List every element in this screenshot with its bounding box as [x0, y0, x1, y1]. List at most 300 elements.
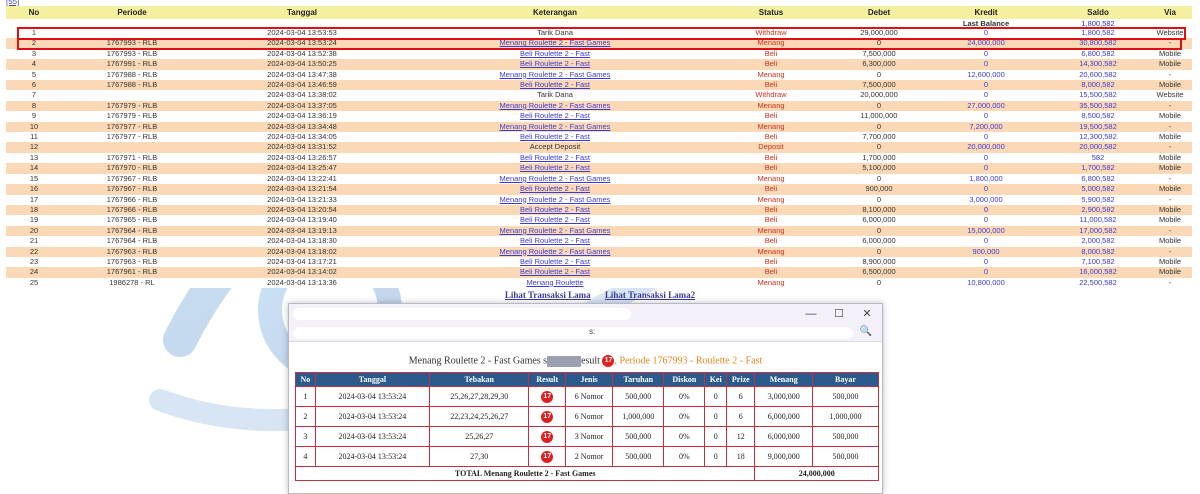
cell-periode: 1767977 - RLB — [62, 132, 202, 142]
detail-cell-result — [529, 387, 565, 406]
cell-status: Menang — [708, 174, 834, 184]
detail-cell-tebakan: 25,26,27,28,29,30 — [430, 387, 528, 406]
cell-debet: 1,700,000 — [834, 153, 924, 163]
cell-periode: 1767967 - RLB — [62, 184, 202, 194]
col-header-via: Via — [1148, 6, 1192, 19]
cell-ket[interactable]: Beli Roulette 2 - Fast — [402, 184, 708, 194]
cell-tanggal: 2024-03-04 13:19:13 — [202, 226, 402, 236]
cell-ket[interactable]: Beli Roulette 2 - Fast — [402, 257, 708, 267]
detail-cell-no: 3 — [296, 427, 315, 446]
cell-debet: 900,000 — [834, 184, 924, 194]
cell-status: Beli — [708, 59, 834, 69]
cell-periode: 1767967 - RLB — [62, 174, 202, 184]
cell-saldo: 30,800,582 — [1048, 38, 1148, 48]
cell-periode: 1767963 - RLB — [62, 247, 202, 257]
cell-kredit: 1,800,000 — [924, 174, 1048, 184]
close-button[interactable]: ✕ — [862, 308, 872, 320]
table-row — [6, 38, 1192, 48]
cell-periode: 1986278 - RL — [62, 278, 202, 288]
cell-debet: 0 — [834, 226, 924, 236]
cell-ket[interactable]: Beli Roulette 2 - Fast — [402, 236, 708, 246]
detail-cell-taruhan: 1,000,000 — [613, 407, 663, 426]
redacted-text — [547, 356, 581, 367]
cell-via: Mobile — [1148, 132, 1192, 142]
table-row — [6, 247, 1192, 257]
cell-saldo: 16,000,582 — [1048, 267, 1148, 277]
cell-via: - — [1148, 247, 1192, 257]
table-row — [6, 215, 1192, 225]
cell-no: 7 — [6, 90, 62, 100]
cell-no: 18 — [6, 205, 62, 215]
cell-tanggal: 2024-03-04 13:20:54 — [202, 205, 402, 215]
cell-saldo: 20,600,582 — [1048, 70, 1148, 80]
detail-cell-menang: 6,000,000 — [755, 427, 812, 446]
detail-header-row — [296, 373, 878, 386]
cell-via: - — [1148, 174, 1192, 184]
cell-kredit: 0 — [924, 215, 1048, 225]
cell-via: Mobile — [1148, 236, 1192, 246]
cell-saldo: 19,500,582 — [1048, 122, 1148, 132]
detail-cell-menang: 6,000,000 — [755, 407, 812, 426]
cell-saldo: 20,000,582 — [1048, 142, 1148, 152]
detail-cell-kei: 0 — [705, 427, 726, 446]
popup-title-redacted — [293, 308, 631, 320]
table-header-row — [6, 6, 1192, 19]
col-header-no: No — [6, 6, 62, 19]
cell-debet: 0 — [834, 142, 924, 152]
cell-kredit: 0 — [924, 132, 1048, 142]
cell-via: - — [1148, 38, 1192, 48]
bottom-links — [0, 290, 1200, 300]
cell-status: Withdraw — [708, 28, 834, 38]
cell-ket[interactable]: Menang Roulette 2 - Fast Games — [402, 247, 708, 257]
cell-status: Menang — [708, 195, 834, 205]
cell-tanggal: 2024-03-04 13:34:48 — [202, 122, 402, 132]
cell-kredit: 0 — [924, 163, 1048, 173]
cell-ket[interactable]: Beli Roulette 2 - Fast — [402, 59, 708, 69]
col-header-keterangan: Keterangan — [402, 6, 708, 19]
old-transactions-link[interactable]: Lihat Transaksi Lama — [504, 290, 591, 300]
cell-status: Menang — [708, 122, 834, 132]
cell-periode: 1767961 - RLB — [62, 267, 202, 277]
detail-cell-taruhan: 500,000 — [613, 387, 663, 406]
detail-cell-menang: 9,000,000 — [755, 447, 812, 466]
detail-cell-no: 4 — [296, 447, 315, 466]
cell-periode: 1767964 - RLB — [62, 236, 202, 246]
cell-periode: 1767977 - RLB — [62, 122, 202, 132]
detail-col-diskon: Diskon — [664, 373, 704, 386]
cell-via: - — [1148, 226, 1192, 236]
cell-kredit: 7,200,000 — [924, 122, 1048, 132]
cell-kredit: 0 — [924, 80, 1048, 90]
cell-periode — [62, 142, 202, 152]
cell-kredit: 0 — [924, 267, 1048, 277]
cell-ket[interactable]: Menang Roulette 2 - Fast Games — [402, 122, 708, 132]
cell-tanggal: 2024-03-04 13:53:53 — [202, 28, 402, 38]
cell-tanggal: 2024-03-04 13:53:24 — [202, 38, 402, 48]
cell-via: Mobile — [1148, 257, 1192, 267]
cell-periode: 1767963 - RLB — [62, 257, 202, 267]
transaction-table — [6, 6, 1192, 288]
popup-address-bar[interactable] — [289, 324, 882, 342]
cell-kredit: 900,000 — [924, 247, 1048, 257]
cell-status: Withdraw — [708, 90, 834, 100]
minimize-button[interactable]: — — [805, 308, 817, 320]
table-row — [6, 70, 1192, 80]
cell-status: Beli — [708, 236, 834, 246]
detail-row — [296, 427, 878, 446]
cell-periode: 1767979 - RLB — [62, 111, 202, 121]
detail-cell-diskon: 0% — [664, 387, 704, 406]
cell-status: Beli — [708, 163, 834, 173]
cell-ket[interactable]: Beli Roulette 2 - Fast — [402, 132, 708, 142]
cell-debet: 0 — [834, 122, 924, 132]
cell-via: Mobile — [1148, 59, 1192, 69]
detail-cell-tanggal: 2024-03-04 13:53:24 — [316, 427, 429, 446]
cell-kredit: 0 — [924, 257, 1048, 267]
detail-cell-bayar: 500,000 — [813, 427, 878, 446]
cell-no: 5 — [6, 70, 62, 80]
table-row — [6, 59, 1192, 69]
cell-via: Mobile — [1148, 215, 1192, 225]
cell-via: - — [1148, 122, 1192, 132]
cell-no: 13 — [6, 153, 62, 163]
cell-debet: 7,500,000 — [834, 49, 924, 59]
cell-kredit: 12,600,000 — [924, 70, 1048, 80]
table-row — [6, 184, 1192, 194]
cell-kredit: 0 — [924, 236, 1048, 246]
popup-heading — [289, 355, 882, 367]
bet-detail-table-container — [295, 372, 879, 481]
cell-ket[interactable]: Menang Roulette — [402, 278, 708, 288]
cell-no: 3 — [6, 49, 62, 59]
cell-ket: Tarik Dana — [402, 90, 708, 100]
col-header-debet: Debet — [834, 6, 924, 19]
cell-saldo: 7,100,582 — [1048, 257, 1148, 267]
cell-via: Mobile — [1148, 163, 1192, 173]
cell-no: 4 — [6, 59, 62, 69]
detail-total-row — [296, 467, 878, 480]
detail-col-jenis: Jenis — [566, 373, 612, 386]
detail-cell-bayar: 500,000 — [813, 447, 878, 466]
cell-periode: 1767988 - RLB — [62, 80, 202, 90]
cell-tanggal: 2024-03-04 13:13:36 — [202, 278, 402, 288]
cell-no: 23 — [6, 257, 62, 267]
cell-saldo: 1,700,582 — [1048, 163, 1148, 173]
cell-no: 15 — [6, 174, 62, 184]
cell-periode: 1767971 - RLB — [62, 153, 202, 163]
cell-debet: 0 — [834, 70, 924, 80]
detail-cell-no: 1 — [296, 387, 315, 406]
cell-no: 20 — [6, 226, 62, 236]
cell-via: - — [1148, 278, 1192, 288]
cell-kredit: 0 — [924, 28, 1048, 38]
detail-cell-tebakan: 25,26,27 — [430, 427, 528, 446]
detail-cell-result — [529, 427, 565, 446]
table-row — [6, 205, 1192, 215]
cell-saldo: 6,800,582 — [1048, 49, 1148, 59]
cell-status: Menang — [708, 70, 834, 80]
detail-cell-jenis: 6 Nomor — [566, 407, 612, 426]
cell-kredit: 15,000,000 — [924, 226, 1048, 236]
last-balance-row — [6, 19, 1192, 28]
cell-saldo: 12,300,582 — [1048, 132, 1148, 142]
cell-debet: 0 — [834, 247, 924, 257]
cell-status: Menang — [708, 38, 834, 48]
cell-via: Mobile — [1148, 267, 1192, 277]
detail-cell-prize: 18 — [727, 447, 754, 466]
cell-debet: 7,700,000 — [834, 132, 924, 142]
cell-ket[interactable]: Menang Roulette 2 - Fast Games — [402, 174, 708, 184]
cell-saldo: 1,800,582 — [1048, 28, 1148, 38]
cell-status: Beli — [708, 205, 834, 215]
table-row — [6, 278, 1192, 288]
table-row — [6, 80, 1192, 90]
detail-cell-tebakan: 22,23,24,25,26,27 — [430, 407, 528, 426]
cell-no: 22 — [6, 247, 62, 257]
cell-saldo: 17,000,582 — [1048, 226, 1148, 236]
heading-periode: , Periode 1767993 - Roulette 2 - Fast — [614, 355, 763, 367]
detail-col-prize: Prize — [727, 373, 754, 386]
cell-via: Mobile — [1148, 111, 1192, 121]
detail-col-tebakan: Tebakan — [430, 373, 528, 386]
cell-debet: 0 — [834, 174, 924, 184]
cell-status: Beli — [708, 184, 834, 194]
cell-debet: 0 — [834, 38, 924, 48]
last-balance-value: 1,800,582 — [1048, 19, 1148, 28]
bet-detail-table — [295, 372, 879, 481]
cell-kredit: 0 — [924, 59, 1048, 69]
cell-via: Mobile — [1148, 205, 1192, 215]
detail-cell-jenis: 3 Nomor — [566, 427, 612, 446]
cell-no: 1 — [6, 28, 62, 38]
cell-ket[interactable]: Beli Roulette 2 - Fast — [402, 80, 708, 90]
cell-debet: 20,000,000 — [834, 90, 924, 100]
cell-debet: 7,500,000 — [834, 80, 924, 90]
cell-saldo: 2,000,582 — [1048, 236, 1148, 246]
detail-cell-jenis: 6 Nomor — [566, 387, 612, 406]
detail-cell-taruhan: 500,000 — [613, 447, 663, 466]
cell-via: Mobile — [1148, 49, 1192, 59]
cell-tanggal: 2024-03-04 13:47:38 — [202, 70, 402, 80]
cell-periode — [62, 90, 202, 100]
cell-kredit: 24,000,000 — [924, 38, 1048, 48]
detail-cell-tebakan: 27,30 — [430, 447, 528, 466]
cell-ket: Accept Deposit — [402, 142, 708, 152]
cell-ket[interactable]: Menang Roulette 2 - Fast Games — [402, 226, 708, 236]
cell-saldo: 5,000,582 — [1048, 184, 1148, 194]
cell-kredit: 27,000,000 — [924, 101, 1048, 111]
total-label: TOTAL Menang Roulette 2 - Fast Games — [296, 467, 754, 480]
cell-ket[interactable]: Beli Roulette 2 - Fast — [402, 215, 708, 225]
cell-no: 24 — [6, 267, 62, 277]
cell-kredit: 3,000,000 — [924, 195, 1048, 205]
detail-cell-prize: 12 — [727, 427, 754, 446]
cell-kredit: 0 — [924, 49, 1048, 59]
table-row — [6, 163, 1192, 173]
cell-no: 16 — [6, 184, 62, 194]
cell-tanggal: 2024-03-04 13:50:25 — [202, 59, 402, 69]
cell-tanggal: 2024-03-04 13:19:40 — [202, 215, 402, 225]
detail-cell-bayar: 1,000,000 — [813, 407, 878, 426]
table-row — [6, 28, 1192, 38]
cell-saldo: 6,800,582 — [1048, 174, 1148, 184]
last-balance-label: Last Balance — [924, 19, 1048, 28]
cell-tanggal: 2024-03-04 13:18:02 — [202, 247, 402, 257]
cell-tanggal: 2024-03-04 13:34:05 — [202, 132, 402, 142]
table-row — [6, 236, 1192, 246]
cell-status: Beli — [708, 267, 834, 277]
cell-saldo: 8,500,582 — [1048, 111, 1148, 121]
table-row — [6, 122, 1192, 132]
address-fragment: s: — [589, 327, 596, 336]
cell-debet: 6,300,000 — [834, 59, 924, 69]
cell-status: Beli — [708, 80, 834, 90]
detail-row — [296, 447, 878, 466]
cell-kredit: 0 — [924, 111, 1048, 121]
cell-periode: 1767970 - RLB — [62, 163, 202, 173]
cell-saldo: 2,900,582 — [1048, 205, 1148, 215]
detail-row — [296, 387, 878, 406]
cell-kredit: 0 — [924, 184, 1048, 194]
cell-no: 25 — [6, 278, 62, 288]
col-header-periode: Periode — [62, 6, 202, 19]
cell-saldo: 14,300,582 — [1048, 59, 1148, 69]
cell-ket[interactable]: Beli Roulette 2 - Fast — [402, 49, 708, 59]
cell-via: - — [1148, 101, 1192, 111]
top-page-link[interactable]: [55] — [6, 0, 20, 6]
table-row — [6, 195, 1192, 205]
old-transactions-2-link[interactable]: Lihat Transaksi Lama2 — [604, 290, 696, 300]
detail-cell-menang: 3,000,000 — [755, 387, 812, 406]
detail-cell-no: 2 — [296, 407, 315, 426]
cell-no: 10 — [6, 122, 62, 132]
cell-tanggal: 2024-03-04 13:52:38 — [202, 49, 402, 59]
detail-cell-result — [529, 447, 565, 466]
cell-tanggal: 2024-03-04 13:26:57 — [202, 153, 402, 163]
cell-debet: 6,000,000 — [834, 236, 924, 246]
cell-kredit: 10,800,000 — [924, 278, 1048, 288]
cell-via: Mobile — [1148, 80, 1192, 90]
table-row — [6, 153, 1192, 163]
cell-status: Beli — [708, 111, 834, 121]
cell-debet: 6,000,000 — [834, 215, 924, 225]
address-redacted — [293, 327, 853, 339]
cell-tanggal: 2024-03-04 13:25:47 — [202, 163, 402, 173]
cell-tanggal: 2024-03-04 13:14:02 — [202, 267, 402, 277]
cell-periode: 1767993 - RLB — [62, 49, 202, 59]
table-row — [6, 90, 1192, 100]
cell-ket[interactable]: Beli Roulette 2 - Fast — [402, 153, 708, 163]
cell-no: 19 — [6, 215, 62, 225]
cell-status: Menang — [708, 226, 834, 236]
cell-periode: 1767991 - RLB — [62, 59, 202, 69]
cell-status: Menang — [708, 278, 834, 288]
cell-no: 8 — [6, 101, 62, 111]
detail-cell-diskon: 0% — [664, 407, 704, 426]
cell-no: 21 — [6, 236, 62, 246]
cell-periode: 1767993 - RLB — [62, 38, 202, 48]
cell-saldo: 11,000,582 — [1048, 215, 1148, 225]
cell-status: Beli — [708, 215, 834, 225]
detail-row — [296, 407, 878, 426]
heading-text-1: Menang Roulette 2 - Fast Games s — [408, 355, 548, 367]
detail-cell-jenis: 2 Nomor — [566, 447, 612, 466]
cell-ket[interactable]: Menang Roulette 2 - Fast Games — [402, 195, 708, 205]
detail-cell-bayar: 500,000 — [813, 387, 878, 406]
detail-cell-kei: 0 — [705, 407, 726, 426]
detail-col-menang: Menang — [755, 373, 812, 386]
cell-periode: 1767966 - RLB — [62, 195, 202, 205]
cell-saldo: 35,500,582 — [1048, 101, 1148, 111]
cell-saldo: 5,900,582 — [1048, 195, 1148, 205]
cell-ket[interactable]: Menang Roulette 2 - Fast Games — [402, 70, 708, 80]
detail-col-bayar: Bayar — [813, 373, 878, 386]
cell-ket[interactable]: Beli Roulette 2 - Fast — [402, 267, 708, 277]
cell-ket[interactable]: Beli Roulette 2 - Fast — [402, 163, 708, 173]
cell-ket[interactable]: Menang Roulette 2 - Fast Games — [402, 101, 708, 111]
transaction-table-container — [6, 6, 1192, 288]
detail-cell-taruhan: 500,000 — [613, 427, 663, 446]
cell-via: Mobile — [1148, 153, 1192, 163]
cell-saldo: 8,000,582 — [1048, 247, 1148, 257]
cell-tanggal: 2024-03-04 13:21:54 — [202, 184, 402, 194]
cell-periode: 1767964 - RLB — [62, 226, 202, 236]
cell-debet: 29,000,000 — [834, 28, 924, 38]
cell-via: Website — [1148, 90, 1192, 100]
popup-titlebar — [289, 304, 882, 324]
detail-cell-prize: 6 — [727, 407, 754, 426]
detail-cell-diskon: 0% — [664, 447, 704, 466]
detail-cell-prize: 6 — [727, 387, 754, 406]
cell-status: Beli — [708, 132, 834, 142]
table-row — [6, 174, 1192, 184]
heading-text-2: esult — [581, 355, 603, 367]
cell-no: 12 — [6, 142, 62, 152]
table-row — [6, 226, 1192, 236]
detail-cell-tanggal: 2024-03-04 13:53:24 — [316, 387, 429, 406]
cell-ket[interactable]: Beli Roulette 2 - Fast — [402, 205, 708, 215]
search-icon[interactable]: 🔍 — [859, 326, 872, 337]
cell-status: Beli — [708, 257, 834, 267]
maximize-button[interactable]: ☐ — [834, 308, 844, 320]
cell-tanggal: 2024-03-04 13:22:41 — [202, 174, 402, 184]
cell-tanggal: 2024-03-04 13:36:19 — [202, 111, 402, 121]
cell-periode: 1767988 - RLB — [62, 70, 202, 80]
cell-via: Website — [1148, 28, 1192, 38]
cell-no: 11 — [6, 132, 62, 142]
cell-no: 17 — [6, 195, 62, 205]
table-row — [6, 267, 1192, 277]
cell-debet: 0 — [834, 101, 924, 111]
cell-ket[interactable]: Beli Roulette 2 - Fast — [402, 111, 708, 121]
detail-col-taruhan: Taruhan — [613, 373, 663, 386]
cell-debet: 6,500,000 — [834, 267, 924, 277]
cell-kredit: 20,000,000 — [924, 142, 1048, 152]
table-row — [6, 111, 1192, 121]
cell-periode — [62, 28, 202, 38]
cell-debet: 5,100,000 — [834, 163, 924, 173]
cell-saldo: 8,000,582 — [1048, 80, 1148, 90]
cell-debet: 0 — [834, 195, 924, 205]
table-row — [6, 132, 1192, 142]
cell-periode: 1767966 - RLB — [62, 205, 202, 215]
cell-kredit: 0 — [924, 205, 1048, 215]
col-header-status: Status — [708, 6, 834, 19]
cell-tanggal: 2024-03-04 13:18:30 — [202, 236, 402, 246]
detail-col-kei: Kei — [705, 373, 726, 386]
cell-ket[interactable]: Menang Roulette 2 - Fast Games — [402, 38, 708, 48]
